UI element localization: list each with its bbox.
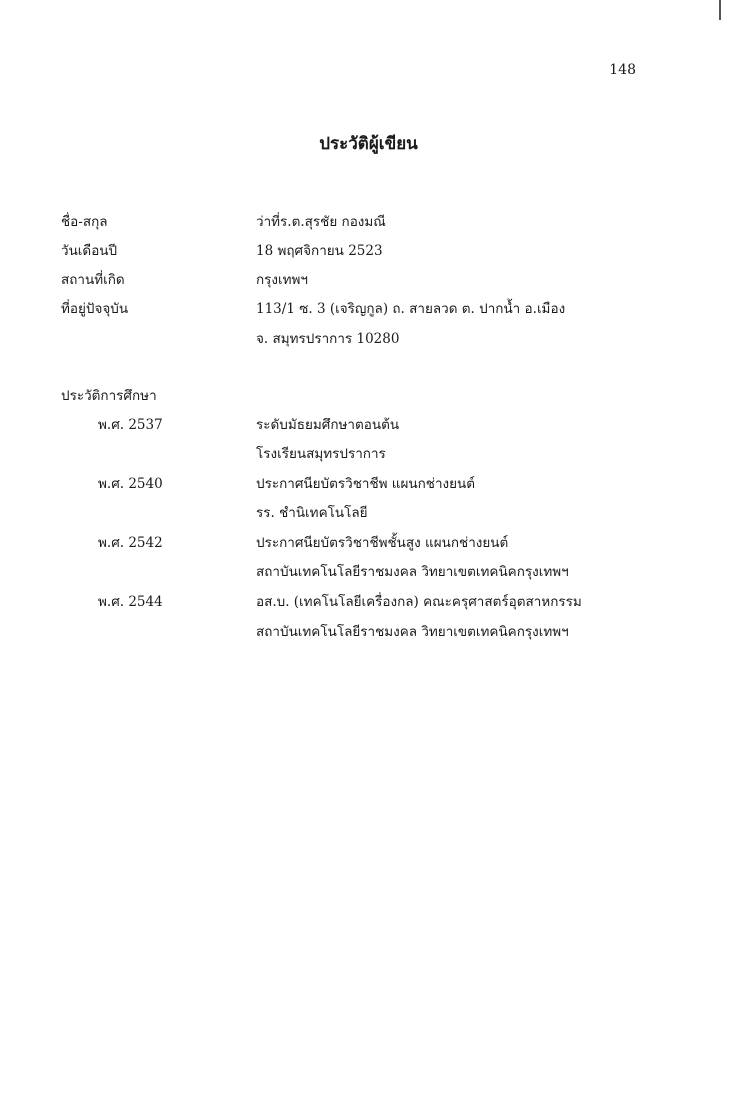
personal-row-name	[0, 210, 737, 238]
education-institution: สถาบันเทคโนโลยีราชมงคล วิทยาเขตเทคนิคกรุงเทพฯ	[256, 564, 569, 580]
personal-value: กรุงเทพฯ	[256, 272, 309, 288]
personal-row-address-cont	[0, 327, 737, 355]
page-title: ประวัติผู้เขียน	[319, 134, 418, 154]
personal-value: จ. สมุทรปราการ 10280	[256, 331, 400, 347]
education-row	[0, 531, 737, 559]
personal-value: 18 พฤศจิกายน 2523	[256, 243, 383, 259]
education-row-cont	[0, 560, 737, 588]
personal-row-birthplace	[0, 268, 737, 296]
education-year: พ.ศ. 2537	[98, 417, 163, 433]
education-year: พ.ศ. 2544	[98, 594, 163, 610]
education-year: พ.ศ. 2542	[98, 535, 163, 551]
personal-label: ชื่อ-สกุล	[61, 214, 108, 230]
education-row	[0, 590, 737, 618]
page-number: 148	[609, 62, 636, 78]
personal-row-birthdate	[0, 239, 737, 267]
personal-value: ว่าที่ร.ต.สุรชัย กองมณี	[256, 214, 386, 230]
education-year: พ.ศ. 2540	[98, 476, 163, 492]
education-institution: รร. ชำนิเทคโนโลยี	[256, 505, 368, 521]
education-row	[0, 413, 737, 441]
education-row-cont	[0, 620, 737, 648]
education-detail: ระดับมัธยมศึกษาตอนต้น	[256, 417, 400, 433]
education-row	[0, 472, 737, 500]
education-heading-row	[0, 384, 737, 412]
education-detail: อส.บ. (เทคโนโลยีเครื่องกล) คณะครุศาสตร์อุตสาหกรรม	[256, 594, 582, 610]
education-detail: ประกาศนียบัตรวิชาชีพชั้นสูง แผนกช่างยนต์	[256, 535, 509, 551]
personal-value: 113/1 ซ. 3 (เจริญกูล) ถ. สายลวด ต. ปากน้ำ อ.เมือง	[256, 301, 566, 317]
personal-label: ที่อยู่ปัจจุบัน	[61, 301, 129, 317]
education-heading: ประวัติการศึกษา	[61, 388, 157, 404]
education-row-cont	[0, 442, 737, 470]
education-institution: สถาบันเทคโนโลยีราชมงคล วิทยาเขตเทคนิคกรุงเทพฯ	[256, 624, 569, 640]
personal-row-address	[0, 297, 737, 325]
personal-label: สถานที่เกิด	[61, 272, 125, 288]
scan-edge-mark	[719, 0, 721, 20]
education-row-cont	[0, 501, 737, 529]
personal-label: วันเดือนปี	[61, 243, 118, 259]
education-detail: ประกาศนียบัตรวิชาชีพ แผนกช่างยนต์	[256, 476, 476, 492]
education-institution: โรงเรียนสมุทรปราการ	[256, 446, 386, 462]
